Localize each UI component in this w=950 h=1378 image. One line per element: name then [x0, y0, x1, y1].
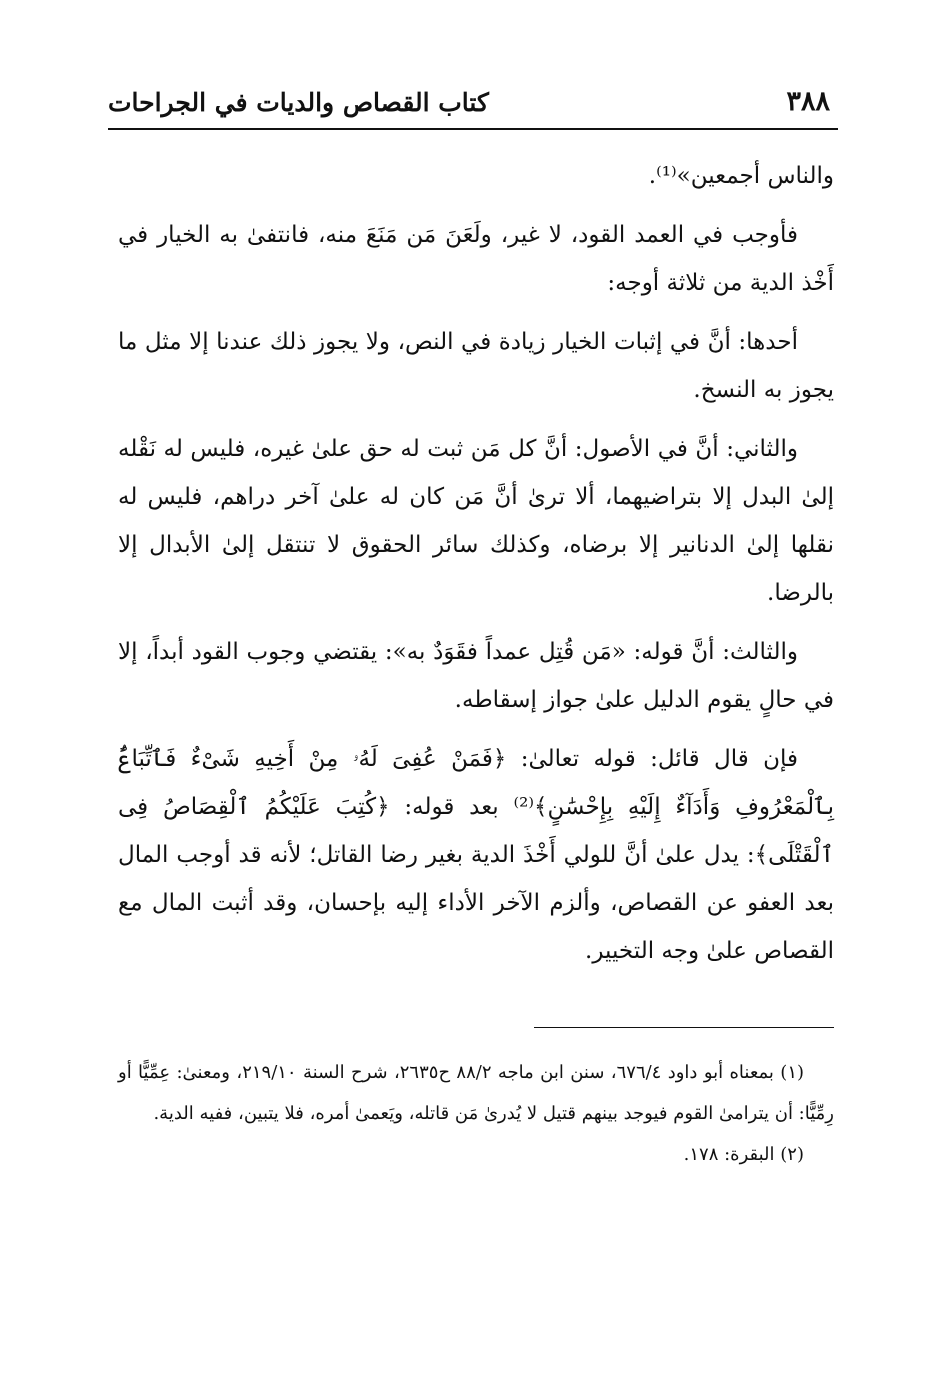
running-title: كتاب القصاص والديات في الجراحات — [108, 88, 489, 117]
page-number: ٣٨٨ — [786, 86, 830, 117]
paragraph: والثاني: أنَّ في الأصول: أنَّ كل مَن ثبت له حق علىٰ غيره، فليس له نَقْله إلىٰ البدل إلا بتراضيهما، ألا ترىٰ أنَّ مَن كان له علىٰ آخر دراهم، فليس له نقلها إلىٰ الدنانير إلا برضاه، وكذلك سائر الحقوق لا تنتقل إلىٰ الأبدال إلا بالرضا. — [118, 436, 834, 606]
page-header — [108, 86, 838, 130]
paragraph: والثالث: أنَّ قوله: «مَن قُتِل عمداً فقَوَدٌ به»: يقتضي وجوب القود أبداً، إلا في حالٍ يقوم الدليل علىٰ جواز إسقاطه. — [118, 639, 834, 713]
footnote-divider — [534, 1027, 834, 1028]
footnote-2: (٢) البقرة: ١٧٨. — [683, 1144, 804, 1165]
main-text — [118, 152, 834, 986]
footnotes — [118, 1052, 834, 1175]
paragraph: فأوجب في العمد القود، لا غير، ولَعَنَ مَن مَنَعَ منه، فانتفىٰ به الخيار في أَخْذ الدية من ثلاثة أوجه: — [118, 222, 834, 296]
paragraph: أحدها: أنَّ في إثبات الخيار زيادة في النص، ولا يجوز ذلك عندنا إلا مثل ما يجوز به النسخ. — [118, 329, 834, 403]
paragraph: فإن قال قائل: قوله تعالىٰ: ﴿فَمَنْ عُفِىَ لَهُۥ مِنْ أَخِيهِ شَىْءٌ فَٱتِّبَاعٌۢ بِٱلْمَعْرُوفِ وَأَدَآءٌ إِلَيْهِ بِإِحْسَٰنٍ﴾⁽²⁾ بعد قوله: ﴿كُتِبَ عَلَيْكُمُ ٱلْقِصَاصُ فِى ٱلْقَتْلَى﴾: يدل علىٰ أنَّ للولي أَخْذَ الدية بغير رضا القاتل؛ لأنه قد أوجب المال بعد العفو عن القصاص، وألزم الآخر الأداء إليه بإحسان، وقد أثبت المال مع القصاص علىٰ وجه التخيير. — [118, 746, 834, 964]
footnote-1: (١) بمعناه أبو داود ٦٧٦/٤، سنن ابن ماجه ٨٨/٢ ح٢٦٣٥، شرح السنة ٢١٩/١٠، ومعنىٰ: عِمِّيًّا أو رِمِّيًّا: أن يترامىٰ القوم فيوجد بينهم قتيل لا يُدرىٰ مَن قاتله، ويَعمىٰ أمره، فلا يتبين، ففيه الدية. — [118, 1062, 834, 1124]
paragraph-continuation: والناس أجمعين»⁽¹⁾. — [648, 163, 834, 189]
